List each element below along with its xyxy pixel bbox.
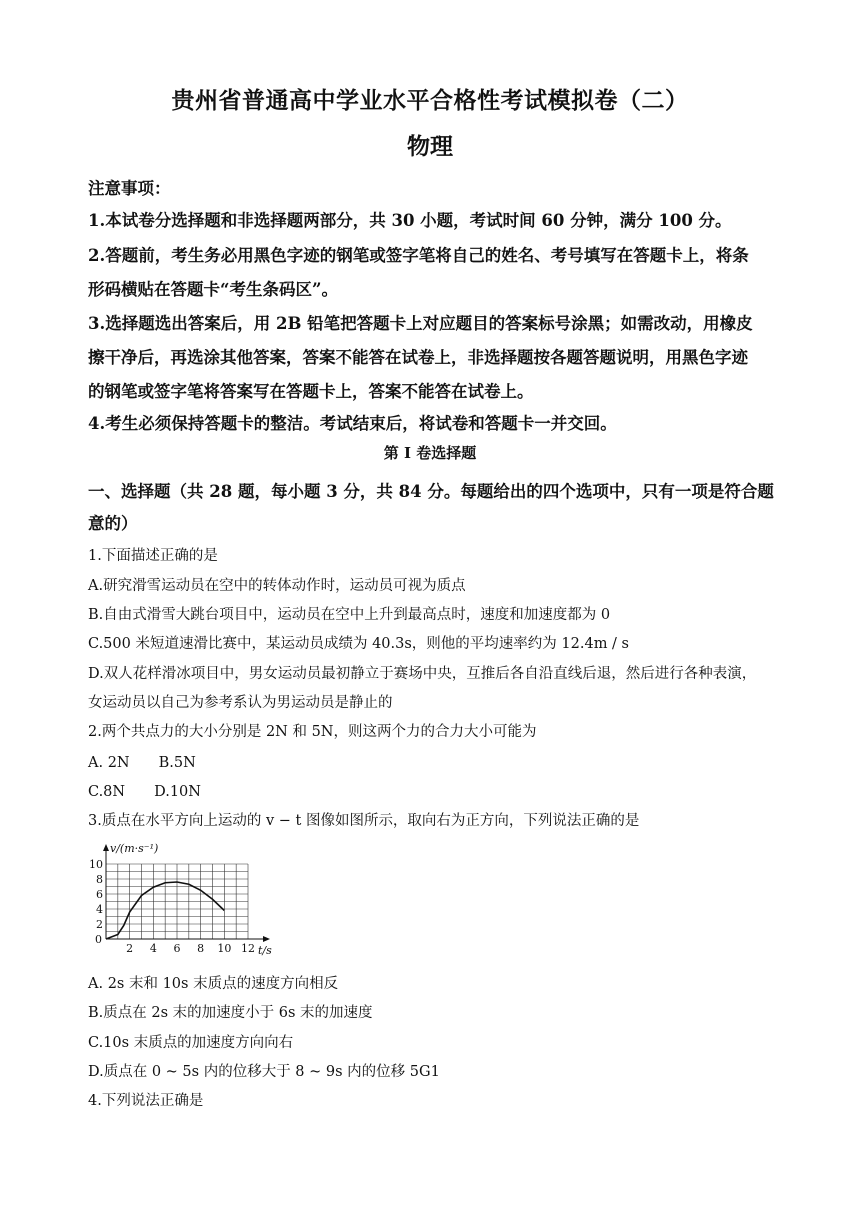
y-tick-label: 2 xyxy=(96,918,103,931)
vt-chart xyxy=(88,836,288,966)
subject-title: 物理 xyxy=(407,133,453,160)
page-title: 贵州省普通高中学业水平合格性考试模拟卷（二） xyxy=(171,87,689,114)
options-ab: A. 2N B.5N xyxy=(88,755,196,771)
y-axis-arrow xyxy=(103,844,109,851)
vt-chart-svg xyxy=(88,836,288,966)
option-b: B.自由式滑雪大跳台项目中，运动员在空中上升到最高点时，速度和加速度都为 0 xyxy=(88,607,611,623)
question-stem: 2.两个共点力的大小分别是 2N 和 5N，则这两个力的合力大小可能为 xyxy=(88,724,537,740)
question-stem: 1.下面描述正确的是 xyxy=(88,548,218,564)
y-tick-label: 4 xyxy=(96,903,103,916)
x-axis-arrow xyxy=(263,936,270,942)
notes-line: 擦干净后，再选涂其他答案，答案不能答在试卷上，非选择题按各题答题说明，用黑色字迹 xyxy=(88,348,748,367)
x-tick-label: 12 xyxy=(241,942,255,955)
options-cd: C.8N D.10N xyxy=(88,784,201,800)
x-tick-label: 4 xyxy=(149,942,157,955)
notes-line: 形码横贴在答题卡“考生条码区”。 xyxy=(88,280,338,299)
question-stem: 3.质点在水平方向上运动的 v − t 图像如图所示，取向右为正方向，下列说法正确的是 xyxy=(88,813,640,829)
section-title: 第 I 卷选择题 xyxy=(383,444,477,462)
notes-line: 2.答题前，考生务必用黑色字迹的钢笔或签字笔将自己的姓名、考号填写在答题卡上，将条 xyxy=(88,246,749,265)
y-tick-label: 8 xyxy=(96,873,103,886)
section-intro-line: 意的） xyxy=(88,514,138,533)
option-d-cont: 女运动员以自己为参考系认为男运动员是静止的 xyxy=(88,695,393,711)
x-tick-label: 10 xyxy=(217,942,232,955)
option-d: D.质点在 0 ~ 5s 内的位移大于 8 ~ 9s 内的位移 5G1 xyxy=(88,1064,440,1080)
origin-label: 0 xyxy=(95,933,102,946)
notes-line: 3.选择题选出答案后，用 2B 铅笔把答题卡上对应题目的答案标号涂黑；如需改动，用橡皮 xyxy=(88,314,753,333)
option-b: B.质点在 2s 末的加速度小于 6s 末的加速度 xyxy=(88,1005,373,1021)
x-tick-label: 6 xyxy=(173,942,181,955)
option-a: A. 2s 末和 10s 末质点的速度方向相反 xyxy=(88,976,339,992)
x-tick-label: 2 xyxy=(126,942,134,955)
section-intro-line: 一、选择题（共 28 题，每小题 3 分，共 84 分。每题给出的四个选项中，只有一项是符合题 xyxy=(88,482,774,501)
notes-line: 1.本试卷分选择题和非选择题两部分，共 30 小题，考试时间 60 分钟，满分 100 分。 xyxy=(88,211,732,230)
y-tick-label: 6 xyxy=(96,888,103,901)
question-stem: 4.下列说法正确是 xyxy=(88,1093,204,1109)
notes-line: 的钢笔或签字笔将答案写在答题卡上，答案不能答在试卷上。 xyxy=(88,382,534,401)
y-axis-label: v/(m·s⁻¹) xyxy=(110,842,159,855)
x-tick-label: 8 xyxy=(197,942,205,955)
y-tick-label: 10 xyxy=(89,858,103,871)
option-c: C.500 米短道速滑比赛中，某运动员成绩为 40.3s，则他的平均速率约为 12.4m / s xyxy=(88,636,629,652)
option-c: C.10s 末质点的加速度方向向右 xyxy=(88,1035,294,1051)
notes-heading: 注意事项： xyxy=(88,179,171,198)
option-d: D.双人花样滑冰项目中，男女运动员最初静立于赛场中央，互推后各自沿直线后退，然后进行各种表演， xyxy=(88,666,757,682)
x-axis-label: t/s xyxy=(258,944,272,957)
notes-line: 4.考生必须保持答题卡的整洁。考试结束后，将试卷和答题卡一并交回。 xyxy=(88,414,617,433)
option-a: A.研究滑雪运动员在空中的转体动作时，运动员可视为质点 xyxy=(88,578,466,594)
